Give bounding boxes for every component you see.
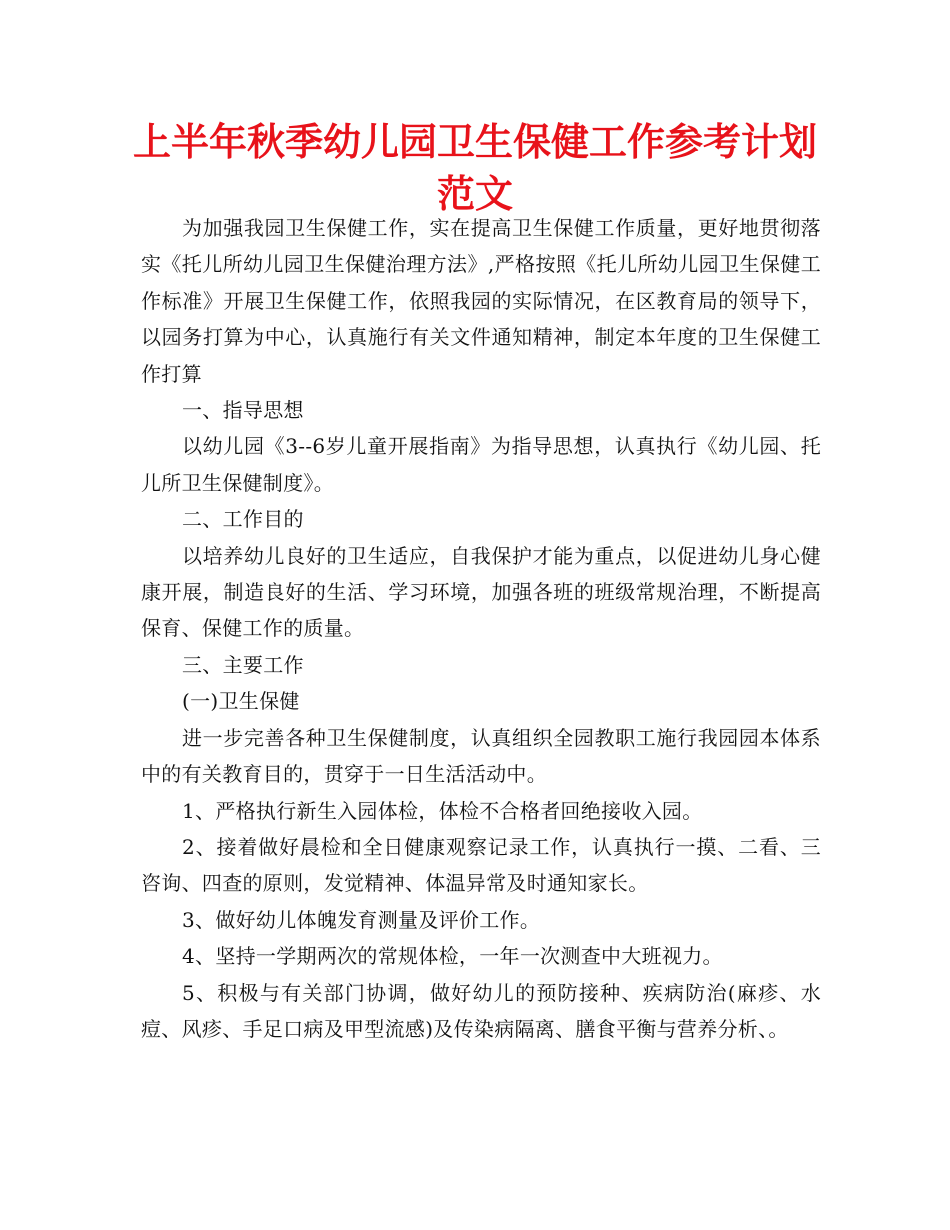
list-item-1: 1、严格执行新生入园体检，体检不合格者回绝接收入园。 <box>182 798 703 823</box>
section-heading-work-goals: 二、工作目的 <box>182 507 304 532</box>
section-heading-main-work: 三、主要工作 <box>182 652 304 677</box>
list-item-5: 5、积极与有关部门协调，做好幼儿的预防接种、疾病防治(麻疹、水痘、风疹、手足口病及甲型流感)及传染病隔离、膳食平衡与营养分析、。 <box>141 980 821 1041</box>
work-goals-paragraph: 以培养幼儿良好的卫生适应，自我保护才能为重点，以促进幼儿身心健康开展，制造良好的生活、学习环境，加强各班的班级常规治理，不断提高保育、保健工作的质量。 <box>141 543 821 641</box>
subsection-heading-health-care: (一)卫生保健 <box>182 689 300 714</box>
list-item-4: 4、坚持一学期两次的常规体检，一年一次测查中大班视力。 <box>182 944 723 969</box>
title-line-1: 上半年秋季幼儿园卫生保健工作参考计划 <box>132 120 817 164</box>
list-item-3: 3、做好幼儿体魄发育测量及评价工作。 <box>182 907 541 932</box>
title-line-2: 范文 <box>436 172 513 216</box>
document-title <box>0 116 950 220</box>
document-body <box>141 210 821 1047</box>
guiding-ideology-paragraph: 以幼儿园《3--6岁儿童开展指南》为指导思想，认真执行《幼儿园、托儿所卫生保健制度》。 <box>141 434 821 495</box>
section-heading-guiding-ideology: 一、指导思想 <box>182 398 304 423</box>
list-item-2: 2、接着做好晨检和全日健康观察记录工作，认真执行一摸、二看、三咨询、四查的原则，发觉精神、体温异常及时通知家长。 <box>141 834 821 896</box>
health-care-paragraph: 进一步完善各种卫生保健制度，认真组织全园教职工施行我园园本体系中的有关教育目的，贯穿于一日生活活动中。 <box>141 725 821 787</box>
intro-paragraph: 为加强我园卫生保健工作，实在提高卫生保健工作质量，更好地贯彻落实《托儿所幼儿园卫生保健治理方法》,严格按照《托儿所幼儿园卫生保健工作标准》开展卫生保健工作，依照我园的实际情况，在区教育局的领导下，以园务打算为中心，认真施行有关文件通知精神，制定本年度的卫生保健工作打算 <box>141 216 821 386</box>
